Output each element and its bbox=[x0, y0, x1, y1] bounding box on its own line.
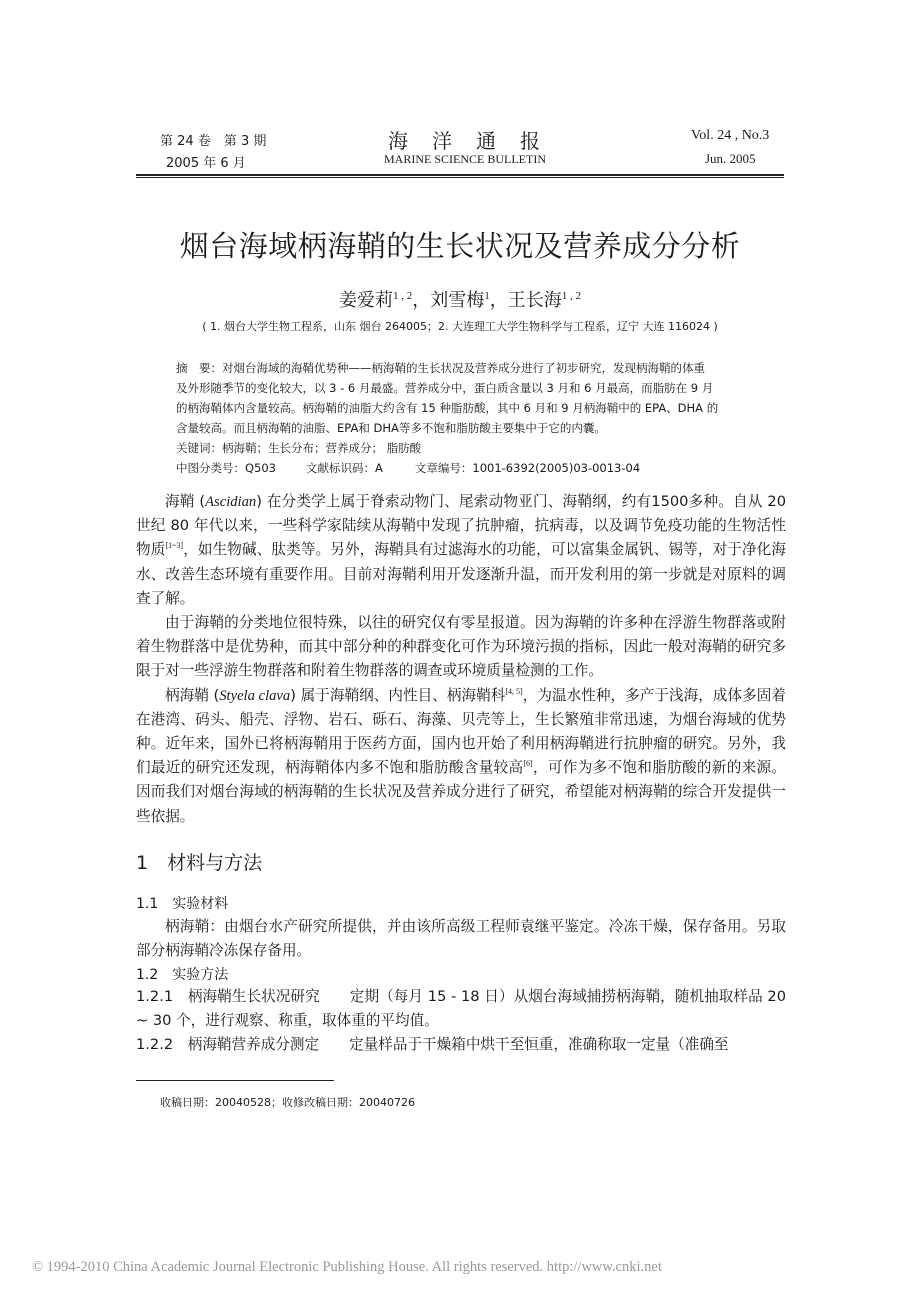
author-affil-mark: 1 bbox=[484, 290, 490, 302]
keywords: 关键词：柄海鞘；生长分布；营养成分； 脂肪酸 bbox=[176, 441, 422, 455]
paragraph bbox=[136, 684, 786, 829]
header-rule-bottom bbox=[136, 177, 784, 178]
journal-title: 海 洋 通 报 bbox=[388, 129, 542, 153]
issue-date: 2005 年 6 月 bbox=[166, 156, 246, 171]
text-run: 定期（每月 15 - 18 日）从烟台海域捕捞柄海鞘，随机抽取样品 20 ~ 30 个，进行观察、称重，取体重的平均值。 bbox=[136, 988, 786, 1030]
author-name: 刘雪梅 bbox=[430, 290, 485, 311]
subsection-body bbox=[136, 985, 786, 1058]
citation: [6] bbox=[523, 759, 533, 769]
author-separator: ， bbox=[412, 290, 431, 311]
text-run: ) 属于海鞘纲、内性目、柄海鞘科 bbox=[290, 686, 506, 704]
subsection-body bbox=[136, 915, 786, 963]
paragraph bbox=[136, 490, 786, 611]
article-number: 文章编号：1001-6392(2005)03-0013-04 bbox=[414, 461, 641, 475]
author-name: 姜爱莉 bbox=[339, 290, 393, 311]
text-run: 海鞘 ( bbox=[165, 493, 206, 510]
abstract-line: 摘 要：对烟台海域的海鞘优势种——柄海鞘的生长状况及营养成分进行了初步研究，发现柄海鞘的体重 bbox=[176, 361, 705, 375]
paragraph: 柄海鞘：由烟台水产研究所提供，并由该所高级工程师袁继平鉴定。冷冻干燥，保存备用。另取部分柄海鞘冷冻保存备用。 bbox=[136, 918, 786, 960]
subsection-heading: 1.2 实验方法 bbox=[136, 967, 229, 983]
intro-body bbox=[136, 490, 786, 829]
header-rule-top bbox=[136, 174, 784, 176]
classification-line bbox=[176, 458, 772, 478]
paragraph: 由于海鞘的分类地位很特殊，以往的研究仅有零星报道。因为海鞘的许多种在浮游生物群落或附着生物群落中是优势种，而其中部分种的种群变化可作为环境污损的指标，因此一般对海鞘的研究多限于对一些浮游生物群落和附着生物群落的调查或环境质量检测的工作。 bbox=[136, 614, 786, 680]
footnote-rule bbox=[136, 1080, 334, 1081]
author-affil-mark: 1 , 2 bbox=[561, 290, 581, 302]
subsection-heading: 1.1 实验材料 bbox=[136, 896, 229, 912]
subsubsection-heading: 1.2.2 柄海鞘营养成分测定 bbox=[136, 1036, 320, 1054]
paper-title: 烟台海域柄海鞘的生长状况及营养成分分析 bbox=[179, 229, 741, 263]
text-run: ，如生物碱、肽类等。另外，海鞘具有过滤海水的功能，可以富集金属钒、锡等，对于净化海水、改善生态环境有重要作用。目前对海鞘利用开发逐渐升温，而开发利用的第一步就是对原料的调查了解。 bbox=[136, 541, 786, 607]
citation: [4, 5] bbox=[505, 686, 523, 696]
copyright-notice: © 1994-2010 China Academic Journal Electronic Publishing House. All rights reserved. http://www.cnki.net bbox=[32, 1259, 662, 1275]
author-affil-mark: 1 , 2 bbox=[393, 290, 413, 302]
received-date-footnote: 收稿日期：20040528；收修改稿日期：20040726 bbox=[160, 1096, 415, 1109]
text-run: 柄海鞘 ( bbox=[165, 686, 220, 704]
affiliation: ( 1. 烟台大学生物工程系，山东 烟台 264005；2. 大连理工大学生物科学与工程系，辽宁 大连 116024 ) bbox=[202, 320, 718, 333]
text-run: ) 在分类学上属于脊索动物门、尾索动物亚门、海鞘纲，约有1500多种。自从 20 世纪 80 年代以来，一些科学家陆续从海鞘中发现了抗肿瘤，抗病毒，以及调节免疫功能的生物活性物质 bbox=[136, 493, 786, 559]
abstract-line: 含量较高。而且柄海鞘的油脂、EPA和 DHA等多不饱和脂肪酸主要集中于它的内囊。 bbox=[176, 421, 606, 435]
latin-name: Ascidian bbox=[205, 494, 257, 510]
abstract-block bbox=[176, 358, 772, 478]
paragraph bbox=[136, 1033, 786, 1057]
subsubsection-heading: 1.2.1 柄海鞘生长状况研究 bbox=[136, 988, 320, 1005]
volume-en: Vol. 24 , No.3 bbox=[691, 128, 770, 143]
author-separator: ， bbox=[489, 290, 508, 311]
abstract-line: 及外形随季节的变化较大，以 3 - 6 月最盛。营养成分中，蛋白质含量以 3 月和 6 月最高，而脂肪在 9 月 bbox=[176, 381, 714, 395]
abstract-line: 的柄海鞘体内含量较高。柄海鞘的油脂大约含有 15 种脂肪酸，其中 6 月和 9 月柄海鞘中的 EPA、DHA 的 bbox=[176, 401, 719, 415]
volume-issue: 第 24 卷 第 3 期 bbox=[160, 134, 267, 149]
citation: [1~3] bbox=[165, 541, 184, 551]
clc-number: 中图分类号：Q503 bbox=[176, 461, 277, 475]
text-run: ，可作为多不饱和脂肪酸的新的来源。因而我们对烟台海域的柄海鞘的生长状况及营养成分进行了研究，希望能对柄海鞘的综合开发提供一些依据。 bbox=[136, 759, 786, 825]
latin-name: Styela clava bbox=[219, 687, 291, 704]
author-line bbox=[0, 286, 920, 312]
document-code: 文献标识码：A bbox=[306, 461, 383, 475]
author-name: 王长海 bbox=[507, 290, 562, 311]
paragraph bbox=[136, 985, 786, 1033]
text-run: ，为温水性种，多产于浅海，成体多固着在港湾、码头、船壳、浮物、岩石、砾石、海藻、贝壳等上，生长繁殖非常迅速，为烟台海域的优势种。近年来，国外已将柄海鞘用于医药方面，国内也开始了利用柄海鞘进行抗肿瘤的研究。另外，我们最近的研究还发现，柄海鞘体内多不饱和脂肪酸含量较高 bbox=[136, 686, 786, 777]
date-en: Jun. 2005 bbox=[705, 151, 756, 166]
journal-title-en: MARINE SCIENCE BULLETIN bbox=[384, 152, 546, 166]
section-heading: 1 材料与方法 bbox=[136, 852, 263, 874]
text-run: 定量样品于干燥箱中烘干至恒重，准确称取一定量（准确至 bbox=[349, 1036, 729, 1054]
